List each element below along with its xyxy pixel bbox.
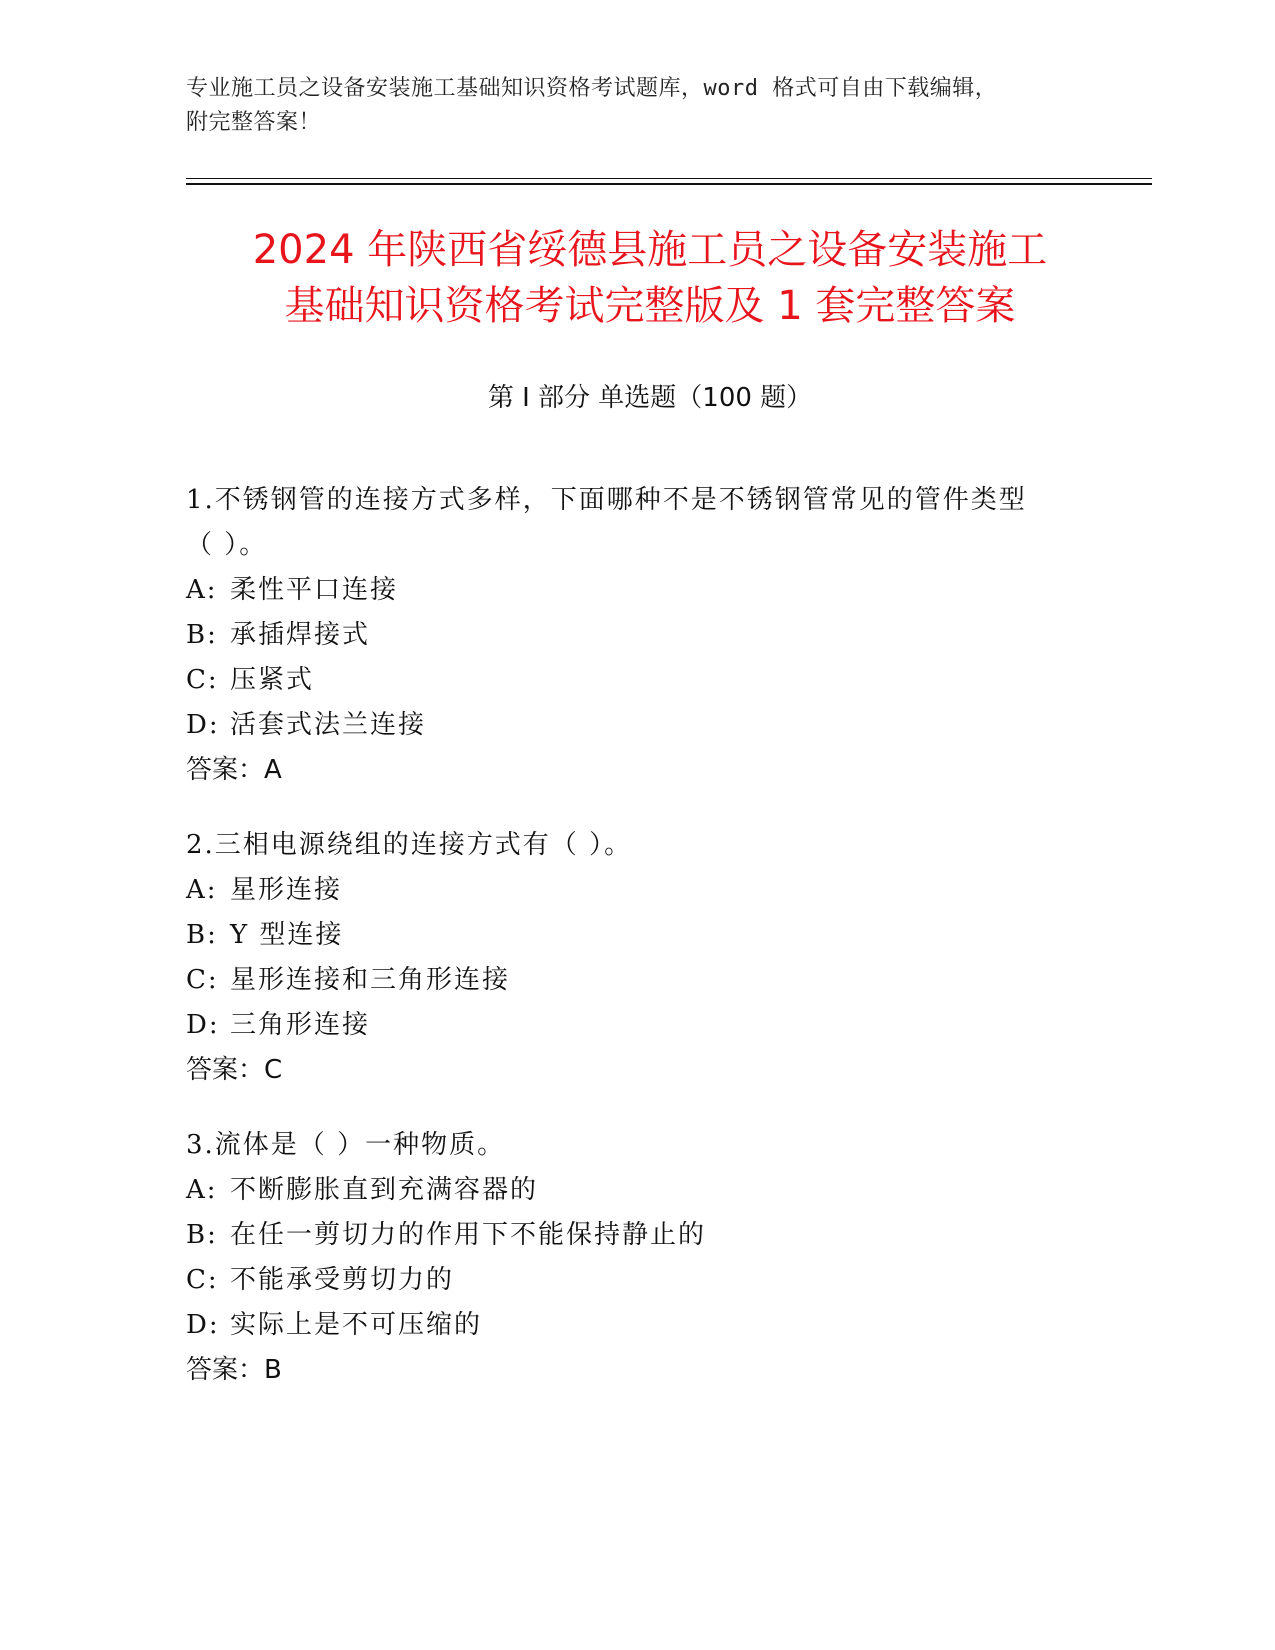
header-note-line-1: 专业施工员之设备安装施工基础知识资格考试题库，word 格式可自由下载编辑， (186, 76, 998, 101)
option-letter: C: (186, 965, 219, 995)
option-letter: A: (186, 875, 218, 905)
option-b (186, 913, 1066, 958)
option-c (186, 958, 1066, 1003)
option-letter: B: (186, 920, 218, 950)
option-text: 实际上是不可压缩的 (230, 1310, 483, 1340)
answer-line: 答案：A (186, 755, 282, 785)
option-letter: D: (186, 1310, 220, 1340)
option-text: 活套式法兰连接 (230, 710, 427, 740)
document-title-line-1: 2024 年陕西省绥德县施工员之设备安装施工 (252, 227, 1048, 273)
option-text: 不断膨胀直到充满容器的 (230, 1175, 539, 1205)
option-letter: D: (186, 1010, 220, 1040)
question-2 (186, 823, 1066, 1093)
option-letter: C: (186, 1265, 219, 1295)
section-title: 第 I 部分 单选题（100 题） (487, 383, 813, 413)
option-a (186, 868, 1066, 913)
option-letter: A: (186, 1175, 218, 1205)
question-stem: 1.不锈钢管的连接方式多样，下面哪种不是不锈钢管常见的管件类型 (186, 485, 1027, 515)
answer-line: 答案：C (186, 1055, 283, 1085)
option-b (186, 613, 1066, 658)
option-text: 在任一剪切力的作用下不能保持静止的 (230, 1220, 707, 1250)
document-title-line-2: 基础知识资格考试完整版及 1 套完整答案 (284, 283, 1016, 329)
question-list (186, 478, 1066, 1423)
header-note-line-2: 附完整答案！ (186, 110, 322, 135)
document-title (150, 222, 1150, 334)
question-3 (186, 1123, 1066, 1393)
header-divider-thin (186, 178, 1152, 179)
option-letter: B: (186, 620, 218, 650)
option-text: 星形连接 (230, 875, 343, 905)
option-text: 不能承受剪切力的 (230, 1265, 455, 1295)
option-a (186, 568, 1066, 613)
option-d (186, 703, 1066, 748)
option-d (186, 1003, 1066, 1048)
option-b (186, 1213, 1066, 1258)
option-text: 压紧式 (230, 665, 315, 695)
option-letter: C: (186, 665, 219, 695)
answer-line: 答案：B (186, 1355, 282, 1385)
option-d (186, 1303, 1066, 1348)
option-letter: D: (186, 710, 220, 740)
question-stem-continued: （ ）。 (186, 530, 268, 560)
option-text: 柔性平口连接 (230, 575, 399, 605)
option-a (186, 1168, 1066, 1213)
option-letter: A: (186, 575, 218, 605)
option-c (186, 1258, 1066, 1303)
option-text: 承插焊接式 (230, 620, 371, 650)
option-text: 星形连接和三角形连接 (230, 965, 511, 995)
question-1 (186, 478, 1066, 793)
option-letter: B: (186, 1220, 218, 1250)
header-divider-thick (186, 183, 1152, 185)
option-text: Y 型连接 (230, 920, 344, 950)
option-text: 三角形连接 (230, 1010, 371, 1040)
question-stem: 3.流体是（ ）一种物质。 (186, 1130, 506, 1160)
header-note (186, 72, 1066, 140)
question-stem: 2.三相电源绕组的连接方式有（ ）。 (186, 830, 633, 860)
option-c (186, 658, 1066, 703)
